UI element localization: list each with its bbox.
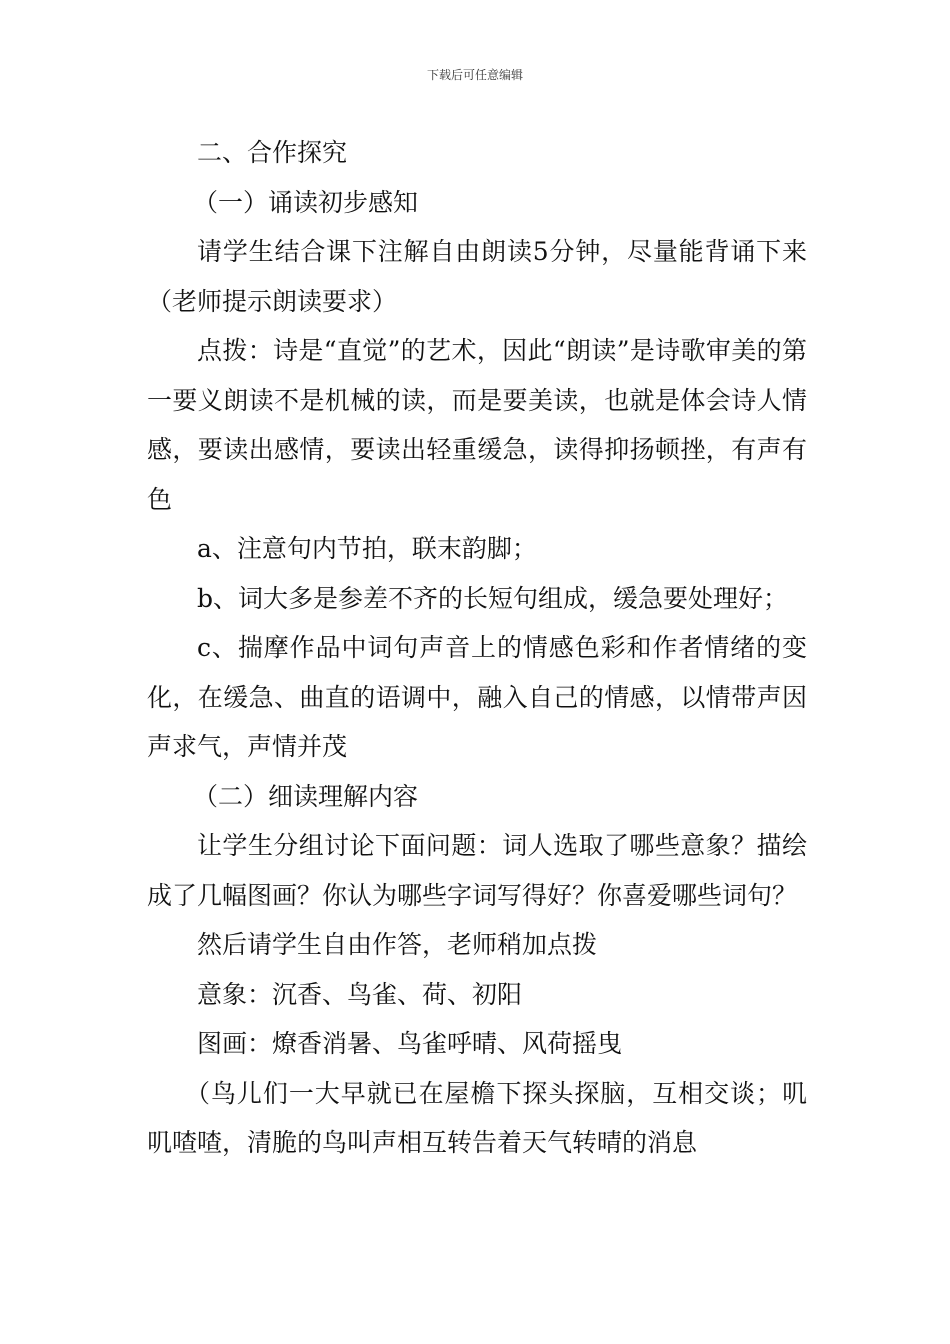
list-item-c: c、揣摩作品中词句声音上的情感色彩和作者情绪的变化，在缓急、曲直的语调中，融入自己的情感，以情带声因声求气，声情并茂	[147, 633, 807, 761]
paragraph-imagery: 意象：沉香、鸟雀、荷、初阳	[197, 979, 523, 1009]
paragraph-discussion: 让学生分组讨论下面问题：词人选取了哪些意象？描绘成了几幅图画？你认为哪些字词写得好？你喜爱哪些词句？	[147, 831, 807, 910]
paragraph-answer: 然后请学生自由作答，老师稍加点拨	[197, 930, 598, 959]
paragraph-pictures: 图画：燎香消暑、鸟雀呼晴、风荷摇曳	[197, 1029, 623, 1058]
list-item-b: b、词大多是参差不齐的长短句组成，缓急要处理好；	[197, 583, 789, 613]
paragraph-read-aloud: 请学生结合课下注解自由朗读5分钟，尽量能背诵下来（老师提示朗读要求）	[147, 237, 807, 316]
document-body	[147, 128, 807, 1168]
sub-heading-recitation: （一）诵读初步感知	[193, 187, 419, 217]
paragraph-birds: （鸟儿们一大早就已在屋檐下探头探脑，互相交谈；叽叽喳喳，清脆的鸟叫声相互转告着天气转晴的消息	[147, 1078, 807, 1157]
sub-heading-close-reading: （二）细读理解内容	[193, 781, 419, 811]
paragraph-guidance: 点拨：诗是“直觉”的艺术，因此“朗读”是诗歌审美的第一要义朗读不是机械的读，而是要美读，也就是体会诗人情感，要读出感情，要读出轻重缓急，读得抑扬顿挫，有声有色	[147, 336, 807, 514]
section-heading: 二、合作探究	[197, 138, 348, 167]
list-item-a: a、注意句内节拍，联末韵脚；	[197, 534, 537, 563]
page-header: 下载后可任意编辑	[426, 68, 523, 82]
